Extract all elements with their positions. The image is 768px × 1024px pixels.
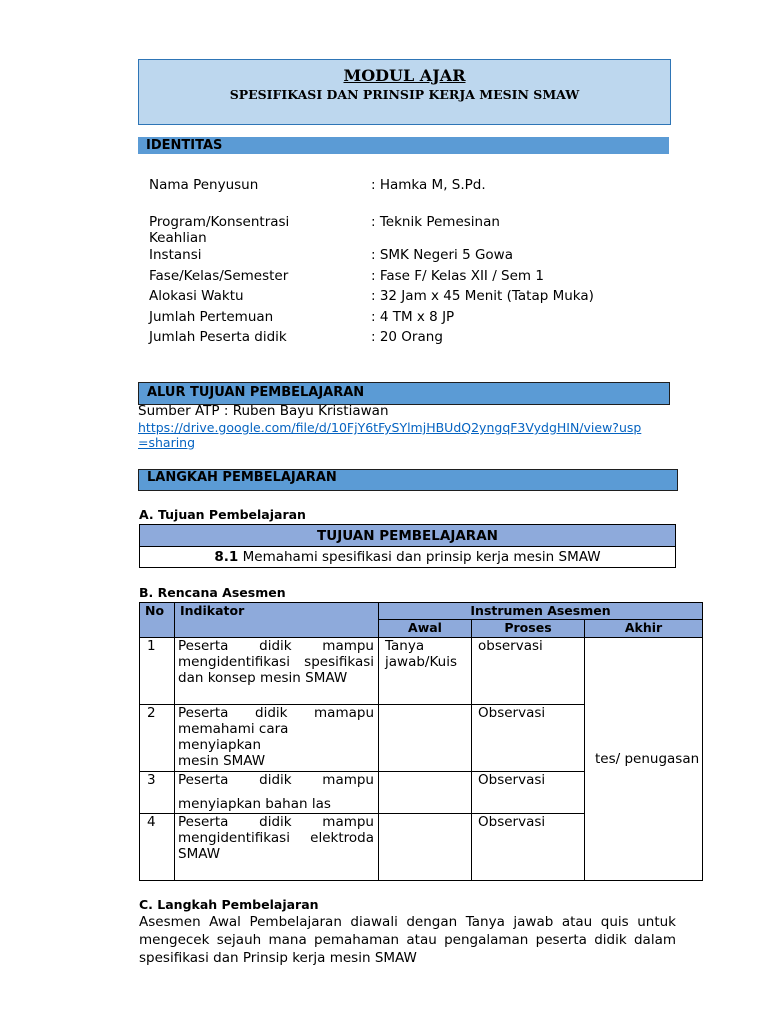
- asesmen-indikator: [175, 638, 379, 705]
- asesmen-proses: Observasi: [472, 705, 585, 772]
- identitas-label: Nama Penyusun: [149, 177, 259, 193]
- asesmen-indikator: [175, 814, 379, 881]
- indikator-line: mengidentifikasi spesifikasi: [178, 654, 374, 670]
- identitas-heading: IDENTITAS: [138, 137, 669, 154]
- indikator-line: mesin SMAW: [178, 753, 266, 769]
- asesmen-proses: observasi: [472, 638, 585, 705]
- indikator-line: menyiapkan bahan las: [178, 796, 331, 812]
- asesmen-table: [139, 602, 703, 881]
- asesmen-header-awal: Awal: [379, 620, 472, 638]
- tujuan-table: [139, 524, 676, 568]
- section-b-label: B. Rencana Asesmen: [139, 585, 286, 600]
- identitas-label: Alokasi Waktu: [149, 288, 244, 304]
- indikator-line: Peserta didik mampu: [178, 772, 374, 788]
- identitas-value: : Teknik Pemesinan: [371, 214, 500, 230]
- asesmen-header-no: No: [140, 603, 175, 638]
- module-title: MODUL AJAR: [343, 66, 466, 85]
- identitas-value: : 32 Jam x 45 Menit (Tatap Muka): [371, 288, 594, 304]
- tujuan-number: 8.1: [214, 549, 239, 565]
- module-title-box: [138, 59, 671, 125]
- asesmen-header-akhir: Akhir: [585, 620, 703, 638]
- asesmen-awal: [379, 814, 472, 881]
- asesmen-no: 1: [140, 638, 175, 705]
- identitas-label: Jumlah Peserta didik: [149, 329, 287, 345]
- identitas-value: : Hamka M, S.Pd.: [371, 177, 486, 193]
- asesmen-no: 3: [140, 772, 175, 814]
- identitas-value: : 4 TM x 8 JP: [371, 309, 455, 325]
- tujuan-table-row: [140, 547, 676, 568]
- asesmen-header-proses: Proses: [472, 620, 585, 638]
- asesmen-indikator: [175, 772, 379, 814]
- identitas-value: : 20 Orang: [371, 329, 443, 345]
- asesmen-awal: [379, 705, 472, 772]
- indikator-line: dan konsep mesin SMAW: [178, 670, 348, 686]
- identitas-label: Program/Konsentrasi Keahlian: [149, 214, 290, 246]
- atp-source: Sumber ATP : Ruben Bayu Kristiawan: [138, 403, 389, 419]
- indikator-line: Peserta didik mampu: [178, 814, 374, 830]
- langkah-paragraph: Asesmen Awal Pembelajaran diawali dengan Tanya jawab atau quis untuk mengecek sejauh mana pemahaman atau pengalaman peserta didik dalam spesifikasi dan Prinsip kerja mesin SMAW: [139, 914, 676, 966]
- module-subtitle: SPESIFIKASI DAN PRINSIP KERJA MESIN SMAW: [229, 87, 580, 102]
- tujuan-table-header: TUJUAN PEMBELAJARAN: [140, 525, 676, 547]
- alur-heading: ALUR TUJUAN PEMBELAJARAN: [138, 382, 670, 405]
- asesmen-akhir: tes/ penugasan: [585, 638, 703, 881]
- identitas-label: Jumlah Pertemuan: [149, 309, 274, 325]
- indikator-line-spacer: [178, 788, 374, 796]
- tujuan-text: Memahami spesifikasi dan prinsip kerja mesin SMAW: [242, 549, 601, 565]
- identitas-label: Fase/Kelas/Semester: [149, 268, 289, 284]
- section-c-label: C. Langkah Pembelajaran: [139, 897, 319, 912]
- indikator-line: SMAW: [178, 846, 221, 862]
- asesmen-header-indikator: Indikator: [175, 603, 379, 638]
- section-a-label: A. Tujuan Pembelajaran: [139, 507, 306, 522]
- asesmen-indikator: [175, 705, 379, 772]
- indikator-line: memahami cara menyiapkan: [178, 721, 289, 753]
- asesmen-awal: Tanya jawab/Kuis: [379, 638, 472, 705]
- identitas-label: Instansi: [149, 247, 202, 263]
- atp-link[interactable]: https://drive.google.com/file/d/10FjY6tFySYlmjHBUdQ2yngqF3VydgHIN/view?usp=sharing: [138, 420, 642, 450]
- langkah-heading: LANGKAH PEMBELAJARAN: [138, 469, 678, 491]
- indikator-line: Peserta didik mampu: [178, 638, 374, 654]
- identitas-value: : SMK Negeri 5 Gowa: [371, 247, 513, 263]
- asesmen-no: 4: [140, 814, 175, 881]
- asesmen-awal: [379, 772, 472, 814]
- asesmen-header-instrumen: Instrumen Asesmen: [379, 603, 703, 620]
- indikator-line: Peserta didik mamapu: [178, 705, 374, 721]
- indikator-line: mengidentifikasi elektroda: [178, 830, 374, 846]
- asesmen-no: 2: [140, 705, 175, 772]
- asesmen-proses: Observasi: [472, 814, 585, 881]
- identitas-value: : Fase F/ Kelas XII / Sem 1: [371, 268, 544, 284]
- table-row: [140, 638, 703, 705]
- asesmen-proses: Observasi: [472, 772, 585, 814]
